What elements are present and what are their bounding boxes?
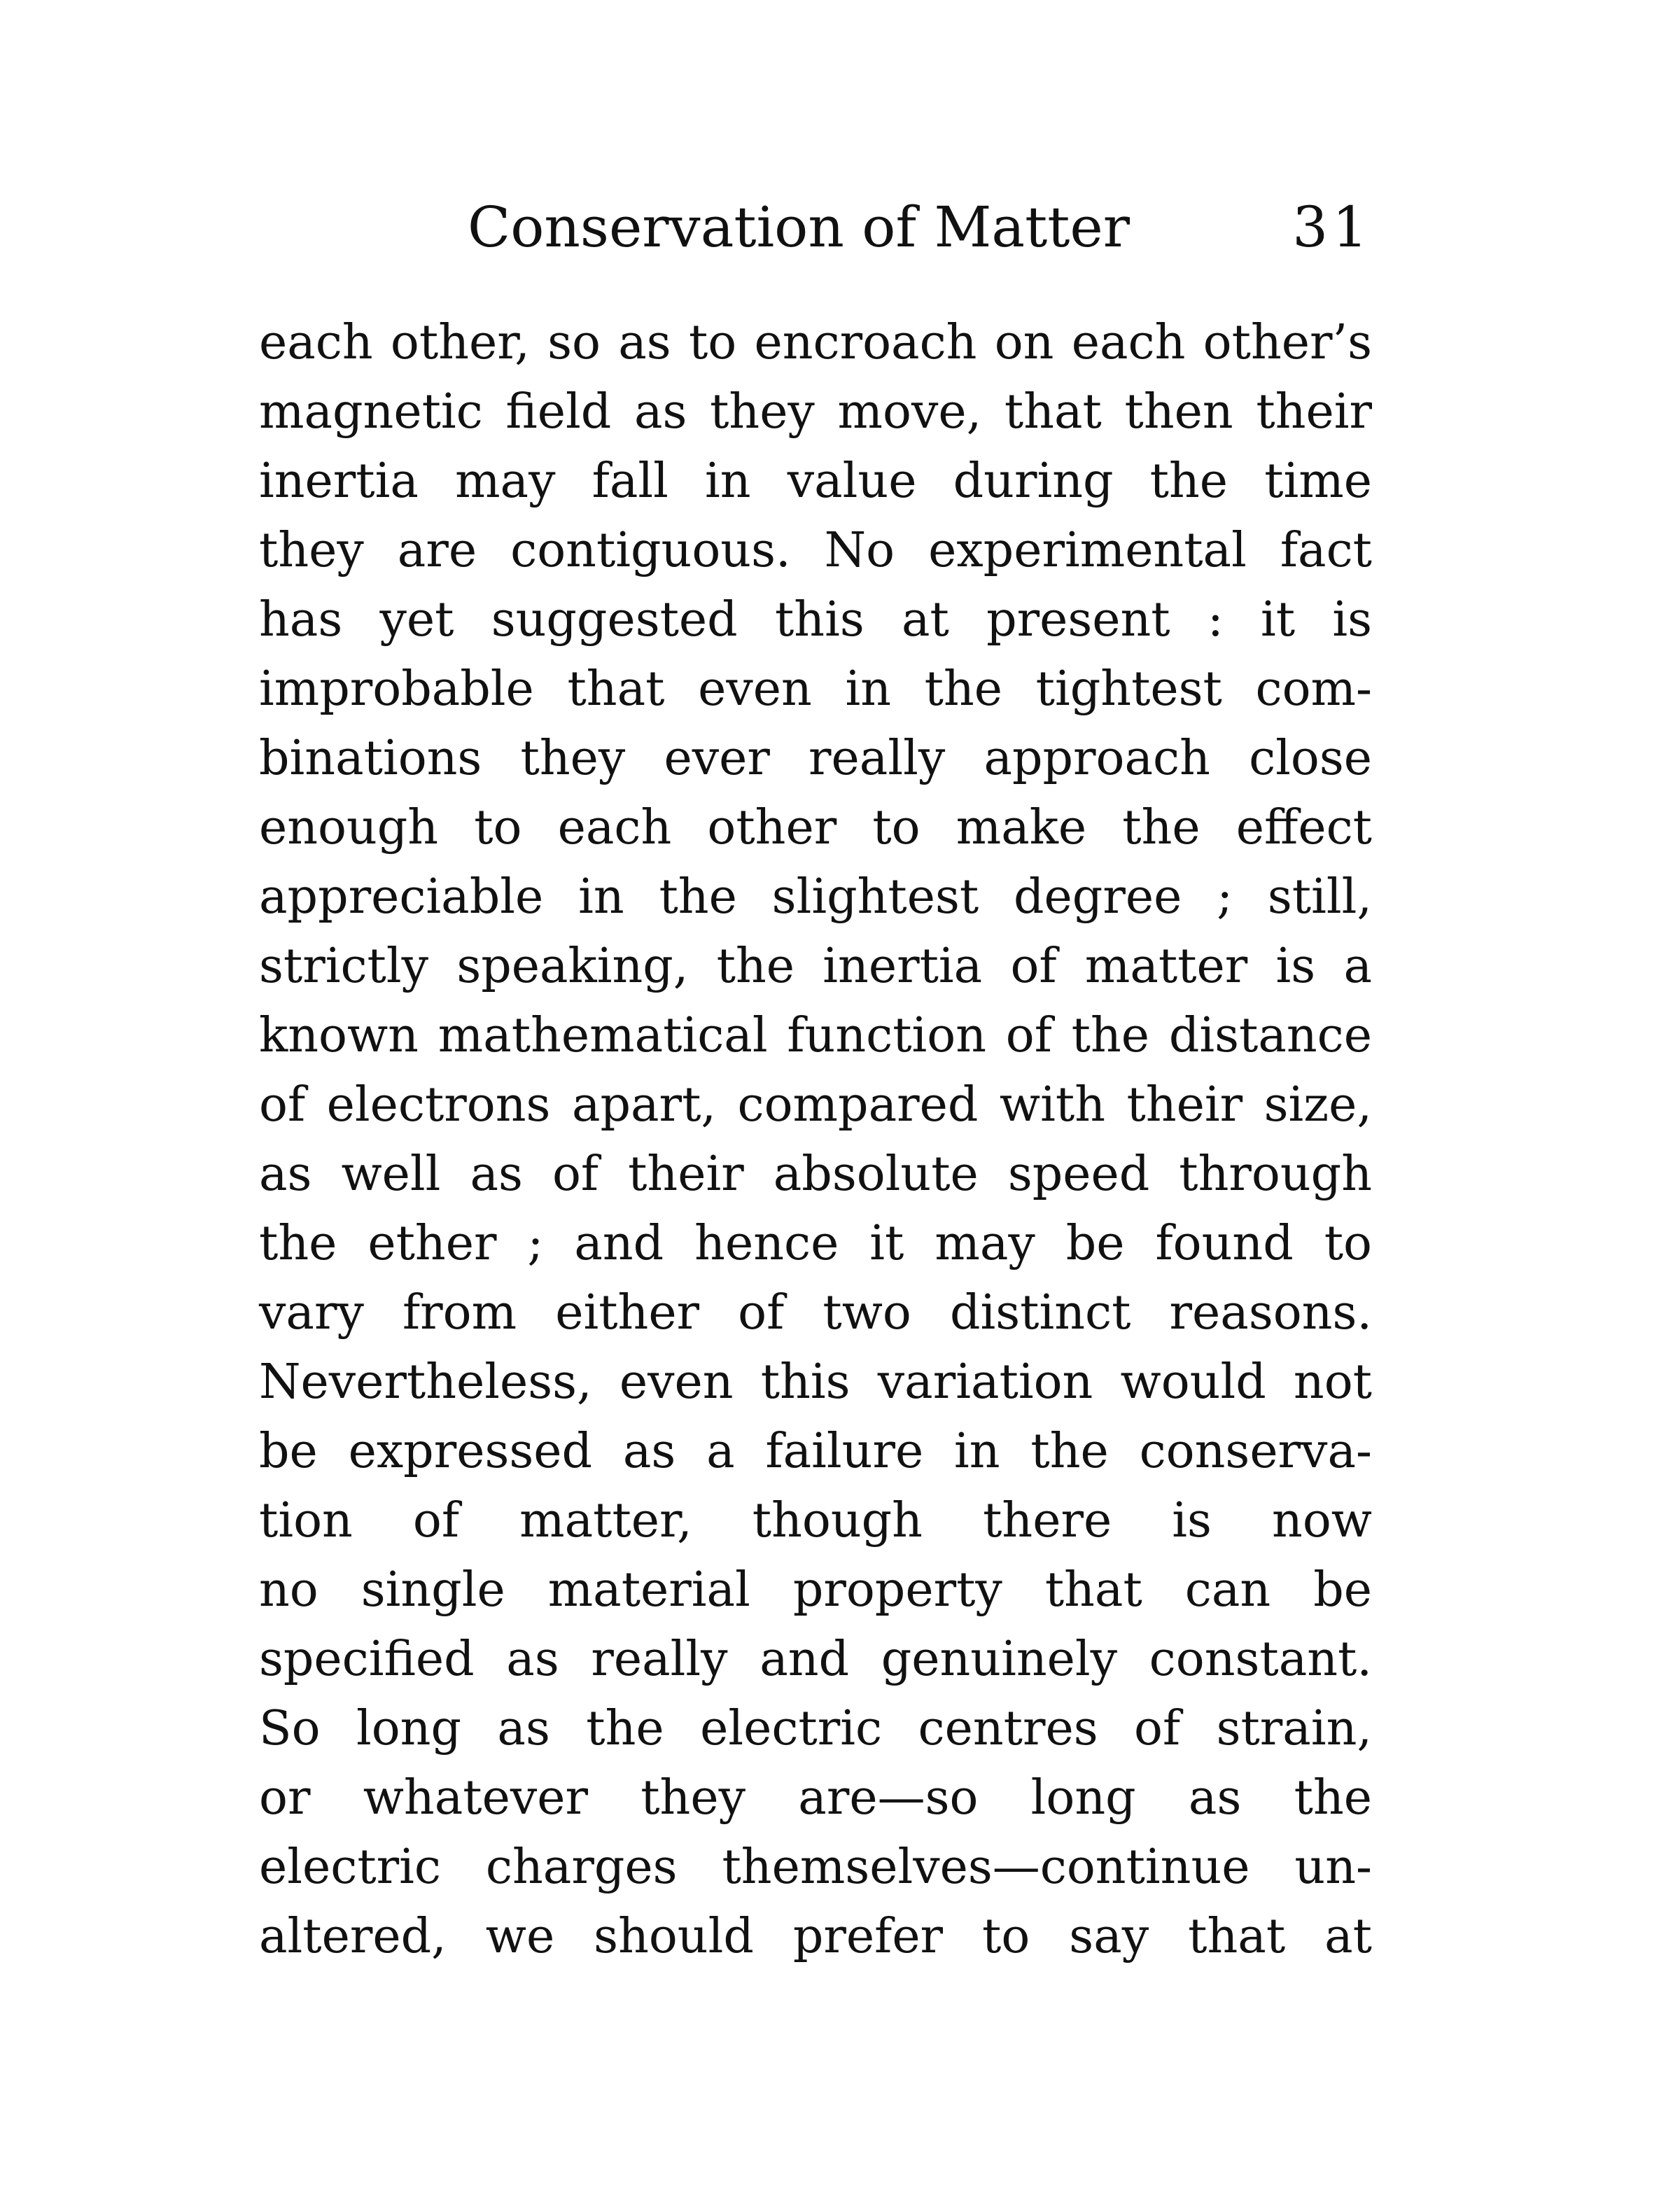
page-number: 31 [1292,195,1372,260]
body-text [259,308,1372,1971]
text-line: So long as the electric centres of strain, [259,1701,1372,1756]
text-line: has yet suggested this at present : it is [259,592,1372,648]
text-line: they are contiguous. No experimental fact [259,523,1372,578]
text-line: each other, so as to encroach on each other’s [259,315,1372,370]
text-line: Nevertheless, even this variation would not [259,1354,1372,1410]
text-line: known mathematical function of the distance [259,1008,1372,1063]
text-line: strictly speaking, the inertia of matter is a [259,939,1372,994]
text-line: enough to each other to make the effect [259,800,1372,855]
text-line: as well as of their absolute speed through [259,1147,1372,1202]
text-line: magnetic field as they move, that then their [259,384,1372,440]
text-line: specified as really and genuinely constant. [259,1632,1372,1687]
text-line: inertia may fall in value during the time [259,454,1372,509]
text-line: the ether ; and hence it may be found to [259,1216,1372,1271]
text-line: tion of matter, though there is now [259,1493,1372,1548]
text-line: vary from either of two distinct reasons. [259,1285,1372,1340]
text-line: be expressed as a failure in the conserva- [259,1424,1372,1479]
text-line: of electrons apart, compared with their size, [259,1077,1372,1133]
text-line: or whatever they are—so long as the [259,1770,1372,1826]
running-head-title: Conservation of Matter [468,195,1130,260]
text-line: electric charges themselves—continue un- [259,1840,1372,1895]
text-line: appreciable in the slightest degree ; still, [259,869,1372,925]
running-head [259,189,1379,266]
text-line: no single material property that can be [259,1562,1372,1618]
text-line: binations they ever really approach close [259,731,1372,786]
text-line: improbable that even in the tightest com- [259,662,1372,717]
text-line: altered, we should prefer to say that at [259,1909,1372,1964]
